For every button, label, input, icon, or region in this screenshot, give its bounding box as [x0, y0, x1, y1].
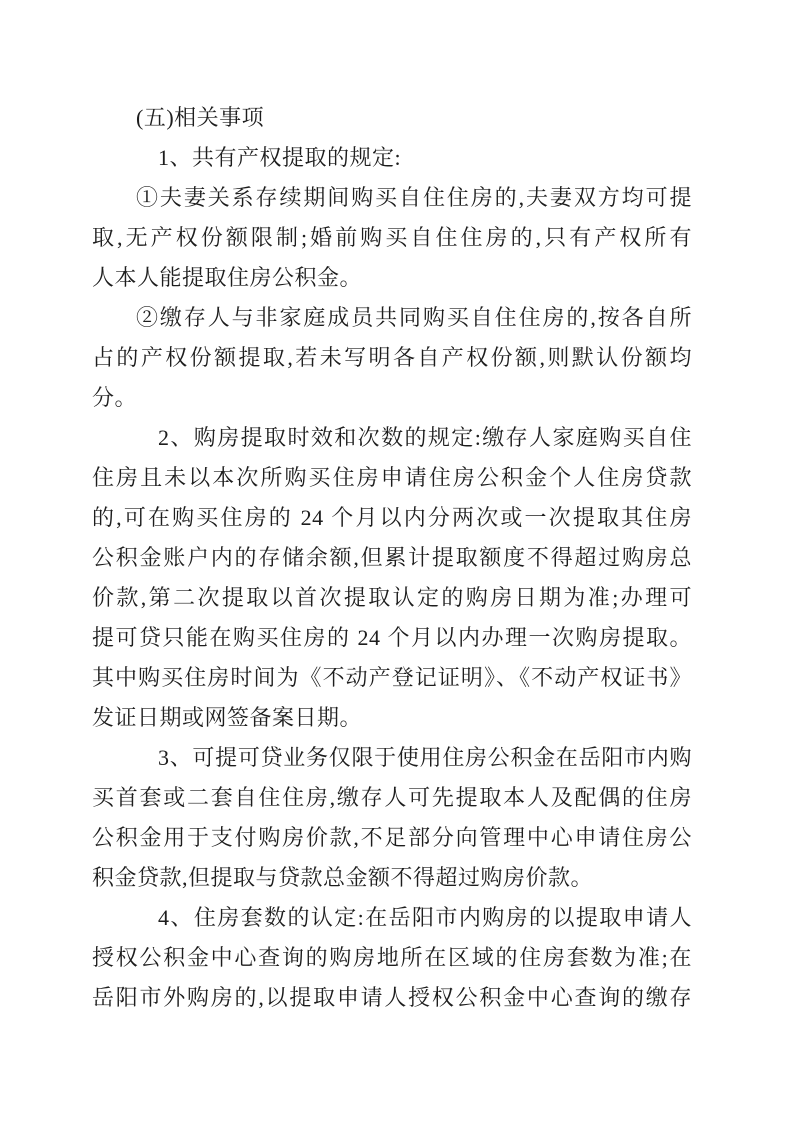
doc-line: 的,可在购买住房的 24 个月以内分两次或一次提取其住房 — [92, 505, 692, 530]
doc-line: 其中购买住房时间为《不动产登记证明》、《不动产权证书》 — [92, 665, 692, 690]
doc-line: 住房且未以本次所购买住房申请住房公积金个人住房贷款 — [92, 465, 692, 490]
doc-line: ①夫妻关系存续期间购买自住住房的,夫妻双方均可提 — [136, 185, 692, 210]
item-3-heading: 3、可提可贷业务仅限于使用住房公积金在岳阳市内购 — [158, 745, 692, 770]
doc-line: ②缴存人与非家庭成员共同购买自住住房的,按各自所 — [136, 305, 692, 330]
doc-line: 公积金用于支付购房价款,不足部分向管理中心申请住房公 — [92, 825, 692, 850]
item-2-heading: 2、购房提取时效和次数的规定:缴存人家庭购买自住 — [158, 425, 692, 450]
doc-line: 岳阳市外购房的,以提取申请人授权公积金中心查询的缴存 — [92, 985, 692, 1010]
doc-line: 取,无产权份额限制;婚前购买自住住房的,只有产权所有 — [92, 225, 692, 250]
doc-line: 提可贷只能在购买住房的 24 个月以内办理一次购房提取。 — [92, 625, 692, 650]
doc-line: 分。 — [92, 385, 138, 410]
doc-line: 发证日期或网签备案日期。 — [92, 705, 363, 730]
section-heading: (五)相关事项 — [136, 105, 265, 130]
doc-line: 价款,第二次提取以首次提取认定的购房日期为准;办理可 — [92, 585, 692, 610]
item-4-heading: 4、住房套数的认定:在岳阳市内购房的以提取申请人 — [158, 905, 692, 930]
doc-line: 授权公积金中心查询的购房地所在区域的住房套数为准;在 — [92, 945, 692, 970]
item-1-heading: 1、共有产权提取的规定: — [158, 145, 402, 170]
doc-line: 买首套或二套自住住房,缴存人可先提取本人及配偶的住房 — [92, 785, 692, 810]
doc-line: 人本人能提取住房公积金。 — [92, 265, 363, 290]
doc-line: 占的产权份额提取,若未写明各自产权份额,则默认份额均 — [92, 345, 692, 370]
doc-line: 积金贷款,但提取与贷款总金额不得超过购房价款。 — [92, 865, 594, 890]
doc-line: 公积金账户内的存储余额,但累计提取额度不得超过购房总 — [92, 545, 692, 570]
